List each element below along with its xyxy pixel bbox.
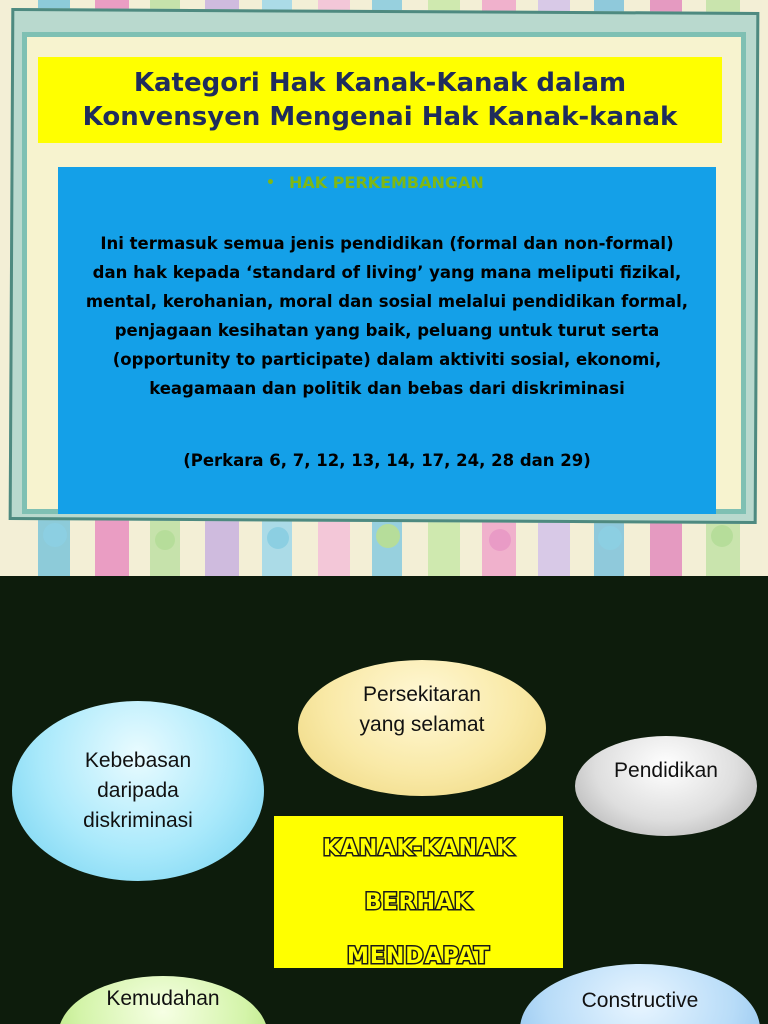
ellipse-freedom-from-discrimination — [12, 701, 264, 881]
bullet-heading-text: HAK PERKEMBANGAN — [288, 173, 484, 192]
title-line-2: Konvensyen Mengenai Hak Kanak-kanak — [82, 102, 678, 132]
title-line-1: Kategori Hak Kanak-Kanak dalam — [133, 68, 627, 98]
ellipse-facilities — [58, 976, 268, 1024]
ellipse-facilities-label: Kemudahan — [106, 987, 220, 1010]
ellipse-constructive-label: Constructive — [581, 989, 699, 1012]
content-panel — [58, 167, 716, 514]
ellipse-safe-line-2: yang selamat — [359, 713, 485, 736]
center-line-3: MENDAPAT — [346, 944, 491, 969]
ellipse-safe-line-1: Persekitaran — [363, 683, 481, 706]
ellipse-safe-environment — [298, 660, 546, 796]
ellipse-education-label: Pendidikan — [614, 759, 718, 782]
center-line-1: KANAK-KANAK — [322, 836, 515, 861]
ellipse-discr-line-2: daripada — [97, 779, 179, 802]
ellipse-education — [575, 736, 757, 836]
bullet-heading — [266, 173, 484, 192]
center-box — [274, 816, 563, 968]
bullet-icon: • — [266, 174, 275, 191]
description-paragraph: Ini termasuk semua jenis pendidikan (formal dan non-formal) dan hak kepada ‘standard of living’ yang mana meliputi fizikal, mental, kerohanian, moral dan sosial melalui pendidikan formal, penjagaan kesihatan yang baik, peluang untuk turut serta (opportunity to participate) dalam aktiviti sosial, ekonomi, keagamaan dan politik dan bebas dari diskriminasi — [85, 234, 689, 398]
slide-title — [38, 57, 722, 143]
ellipse-discr-line-3: diskriminasi — [83, 809, 193, 832]
ellipse-discr-line-1: Kebebasan — [84, 749, 192, 772]
article-references: (Perkara 6, 7, 12, 13, 14, 17, 24, 28 dan 29) — [183, 451, 591, 470]
center-line-2: BERHAK — [364, 890, 473, 915]
slide-2 — [0, 576, 768, 1024]
